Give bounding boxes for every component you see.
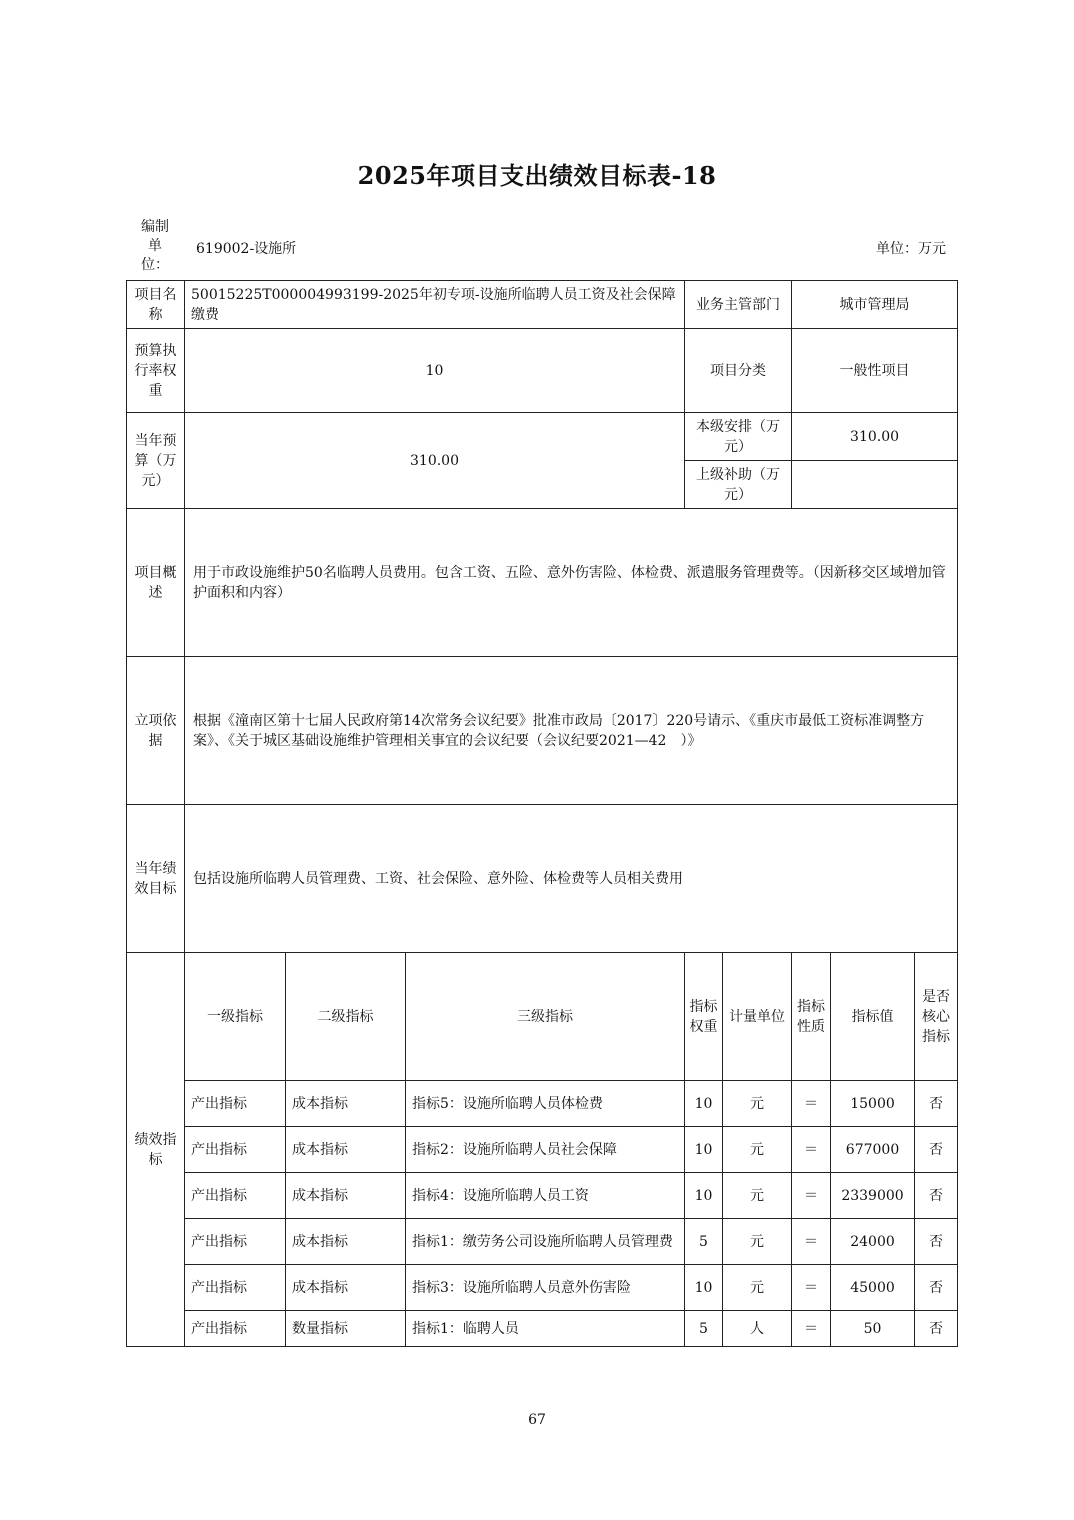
row-unit: 元	[723, 1081, 792, 1127]
row-level1: 产出指标	[185, 1219, 286, 1265]
basis-value: 根据《潼南区第十七届人民政府第14次常务会议纪要》批准市政局〔2017〕220号请示、《重庆市最低工资标准调整方案》、《关于城区基础设施维护管理相关事宜的会议纪要（会议纪要2021—42 ）》	[185, 657, 958, 805]
row-level3: 指标5：设施所临聘人员体检费	[406, 1081, 685, 1127]
row-core: 否	[915, 1173, 958, 1219]
row-value: 15000	[831, 1081, 915, 1127]
row-level3: 指标1：缴劳务公司设施所临聘人员管理费	[406, 1219, 685, 1265]
row-unit: 人	[723, 1311, 792, 1347]
row-level1: 产出指标	[185, 1081, 286, 1127]
table-row	[127, 1173, 958, 1219]
row-nature: ＝	[792, 1311, 831, 1347]
goal-label: 当年绩效目标	[127, 805, 185, 953]
header-weight: 指标权重	[685, 953, 723, 1081]
local-budget-label: 本级安排（万元）	[685, 413, 792, 461]
upper-subsidy-value	[792, 461, 958, 509]
row-level3: 指标1：临聘人员	[406, 1311, 685, 1347]
overview-value: 用于市政设施维护50名临聘人员费用。包含工资、五险、意外伤害险、体检费、派遣服务管理费等。（因新移交区域增加管护面积和内容）	[185, 509, 958, 657]
weight-label: 预算执行率权重	[127, 329, 185, 413]
row-unit: 元	[723, 1265, 792, 1311]
row-level3: 指标3：设施所临聘人员意外伤害险	[406, 1265, 685, 1311]
upper-subsidy-label: 上级补助（万元）	[685, 461, 792, 509]
goal-value: 包括设施所临聘人员管理费、工资、社会保险、意外险、体检费等人员相关费用	[185, 805, 958, 953]
row-level3: 指标4：设施所临聘人员工资	[406, 1173, 685, 1219]
category-label: 项目分类	[685, 329, 792, 413]
basis-label: 立项依据	[127, 657, 185, 805]
weight-value: 10	[185, 329, 685, 413]
header-level2: 二级指标	[286, 953, 406, 1081]
header-level3: 三级指标	[406, 953, 685, 1081]
header-value: 指标值	[831, 953, 915, 1081]
row-weight: 10	[685, 1265, 723, 1311]
row-level2: 成本指标	[286, 1219, 406, 1265]
row-weight: 10	[685, 1081, 723, 1127]
overview-label: 项目概述	[127, 509, 185, 657]
local-budget-value: 310.00	[792, 413, 958, 461]
row-level3: 指标2：设施所临聘人员社会保障	[406, 1127, 685, 1173]
table-row	[127, 1311, 958, 1347]
page-title: 2025年项目支出绩效目标表-18	[357, 161, 717, 190]
unit-label: 编制单位：	[141, 219, 169, 273]
row-value: 2339000	[831, 1173, 915, 1219]
row-weight: 5	[685, 1311, 723, 1347]
dept-label: 业务主管部门	[685, 281, 792, 329]
row-nature: ＝	[792, 1173, 831, 1219]
row-core: 否	[915, 1311, 958, 1347]
row-unit: 元	[723, 1219, 792, 1265]
row-core: 否	[915, 1219, 958, 1265]
table-row	[127, 1081, 958, 1127]
row-unit: 元	[723, 1173, 792, 1219]
project-name-label: 项目名称	[127, 281, 185, 329]
header-nature: 指标性质	[792, 953, 831, 1081]
row-level1: 产出指标	[185, 1127, 286, 1173]
row-weight: 10	[685, 1173, 723, 1219]
performance-table	[126, 280, 958, 1347]
row-core: 否	[915, 1127, 958, 1173]
row-value: 50	[831, 1311, 915, 1347]
row-level2: 成本指标	[286, 1265, 406, 1311]
project-name-value: 50015225T000004993199-2025年初专项-设施所临聘人员工资及社会保障缴费	[185, 281, 685, 329]
budget-label: 当年预算（万元）	[127, 413, 185, 509]
row-weight: 10	[685, 1127, 723, 1173]
row-level2: 成本指标	[286, 1081, 406, 1127]
table-row	[127, 1219, 958, 1265]
row-level1: 产出指标	[185, 1265, 286, 1311]
row-weight: 5	[685, 1219, 723, 1265]
dept-value: 城市管理局	[792, 281, 958, 329]
header-level1: 一级指标	[185, 953, 286, 1081]
table-row	[127, 1127, 958, 1173]
budget-value: 310.00	[185, 413, 685, 509]
row-unit: 元	[723, 1127, 792, 1173]
row-core: 否	[915, 1265, 958, 1311]
category-value: 一般性项目	[792, 329, 958, 413]
row-value: 24000	[831, 1219, 915, 1265]
indicators-section-label: 绩效指标	[127, 953, 185, 1347]
page-number: 67	[528, 1412, 546, 1428]
row-level2: 数量指标	[286, 1311, 406, 1347]
table-row	[127, 1265, 958, 1311]
row-nature: ＝	[792, 1081, 831, 1127]
row-level1: 产出指标	[185, 1311, 286, 1347]
header-unit: 计量单位	[723, 953, 792, 1081]
unit-value: 619002-设施所	[196, 241, 297, 257]
row-level1: 产出指标	[185, 1173, 286, 1219]
row-nature: ＝	[792, 1127, 831, 1173]
row-level2: 成本指标	[286, 1173, 406, 1219]
row-value: 45000	[831, 1265, 915, 1311]
row-core: 否	[915, 1081, 958, 1127]
row-value: 677000	[831, 1127, 915, 1173]
row-nature: ＝	[792, 1219, 831, 1265]
row-nature: ＝	[792, 1265, 831, 1311]
row-level2: 成本指标	[286, 1127, 406, 1173]
currency-unit: 单位：万元	[876, 241, 946, 257]
header-core: 是否核心指标	[915, 953, 958, 1081]
